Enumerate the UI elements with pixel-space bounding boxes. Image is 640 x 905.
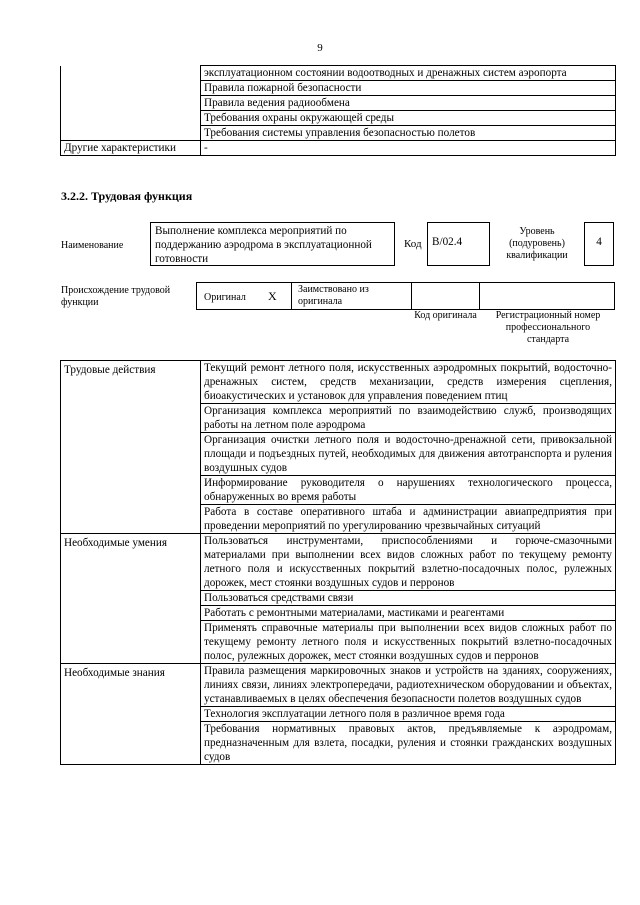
- requirement-cell: Правила пожарной безопасности: [201, 81, 616, 96]
- page-number: 9: [317, 42, 323, 54]
- original-box: [196, 282, 292, 310]
- labor-action-cell: Работа в составе оперативного штаба и администрации авиапредприятия при проведении мероприятий по урегулированию чрезвычайных ситуаций: [201, 505, 616, 534]
- labor-action-cell: Организация очистки летного поля и водосточно-дренажной сети, привокзальной площади и подъездных путей, необходимых для движения автотранспорта и руления воздушных судов: [201, 433, 616, 476]
- code-label: Код: [404, 238, 422, 250]
- reg-number-box: [479, 282, 615, 310]
- original-mark: X: [268, 289, 277, 303]
- labor-action-cell: Текущий ремонт летного поля, искусственных аэродромных покрытий, водосточно-дренажных систем, средств механизации, средств измерения сцепления, биоакустических и установок для управления поведением птиц: [201, 361, 616, 404]
- knowledge-cell: Правила размещения маркировочных знаков и устройств на зданиях, сооружениях, линиях связи, линиях электропередачи, радиотехническом оборудовании и объектах, устанавливаемых в целях обеспечения безопасности полетов воздушных судов: [201, 664, 616, 707]
- origin-code-box: [411, 282, 480, 310]
- name-label: Наименование: [61, 240, 124, 251]
- other-characteristics-value: -: [201, 141, 616, 156]
- borrowed-box: Заимствовано из оригинала: [291, 282, 412, 310]
- skill-cell: Применять справочные материалы при выполнении всех видов сложных работ по текущему ремонту летного поля и искусственных покрытий взлетно-посадочных полос, рулежных дорожек, мест стоянки воздушных судов и перронов: [201, 621, 616, 664]
- skill-cell: Пользоваться средствами связи: [201, 591, 616, 606]
- qualification-level-box: 4: [584, 222, 614, 266]
- knowledge-cell: Технология эксплуатации летного поля в различное время года: [201, 707, 616, 722]
- origin-code-caption: Код оригинала: [414, 310, 477, 321]
- requirement-cell: эксплуатационном состоянии водоотводных и дренажных систем аэропорта: [201, 66, 616, 81]
- skill-cell: Работать с ремонтными материалами, мастиками и реагентами: [201, 606, 616, 621]
- other-characteristics-label: Другие характеристики: [61, 141, 201, 156]
- function-code-box: В/02.4: [427, 222, 490, 266]
- labor-action-cell: Информирование руководителя о нарушениях технологического процесса, обнаруженных во время работы: [201, 476, 616, 505]
- labor-function-table: [60, 360, 616, 765]
- origin-label: Происхождение трудовой функции: [61, 285, 171, 308]
- empty-left-cell: [61, 66, 201, 141]
- knowledge-cell: Требования нормативных правовых актов, предъявляемые к аэродромам, предназначенным для взлета, посадки, руления и стоянки гражданских воздушных судов: [201, 722, 616, 765]
- requirement-cell: Требования системы управления безопасностью полетов: [201, 126, 616, 141]
- section-label-labor-actions: Трудовые действия: [61, 361, 201, 534]
- labor-action-cell: Организация комплекса мероприятий по взаимодействию служб, производящих работы на летном поле аэродрома: [201, 404, 616, 433]
- top-table: [60, 65, 616, 156]
- section-title: 3.2.2. Трудовая функция: [61, 189, 193, 203]
- requirement-cell: Правила ведения радиообмена: [201, 96, 616, 111]
- section-label-knowledge: Необходимые знания: [61, 664, 201, 765]
- requirement-cell: Требования охраны окружающей среды: [201, 111, 616, 126]
- skill-cell: Пользоваться инструментами, приспособлениями и горюче-смазочными материалами при выполнении всех видов сложных работ по текущему ремонту летного поля и искусственных покрытий взлетно-посадочных полос, рулежных дорожек, мест стоянки воздушных судов и перронов: [201, 534, 616, 591]
- qualification-level-label: Уровень (подуровень) квалификации: [506, 226, 568, 261]
- original-label: Оригинал: [204, 292, 246, 303]
- function-name-box: Выполнение комплекса мероприятий по поддержанию аэродрома в эксплуатационной готовности: [150, 222, 395, 266]
- section-label-skills: Необходимые умения: [61, 534, 201, 664]
- reg-number-caption: Регистрационный номер профессионального стандарта: [495, 310, 601, 345]
